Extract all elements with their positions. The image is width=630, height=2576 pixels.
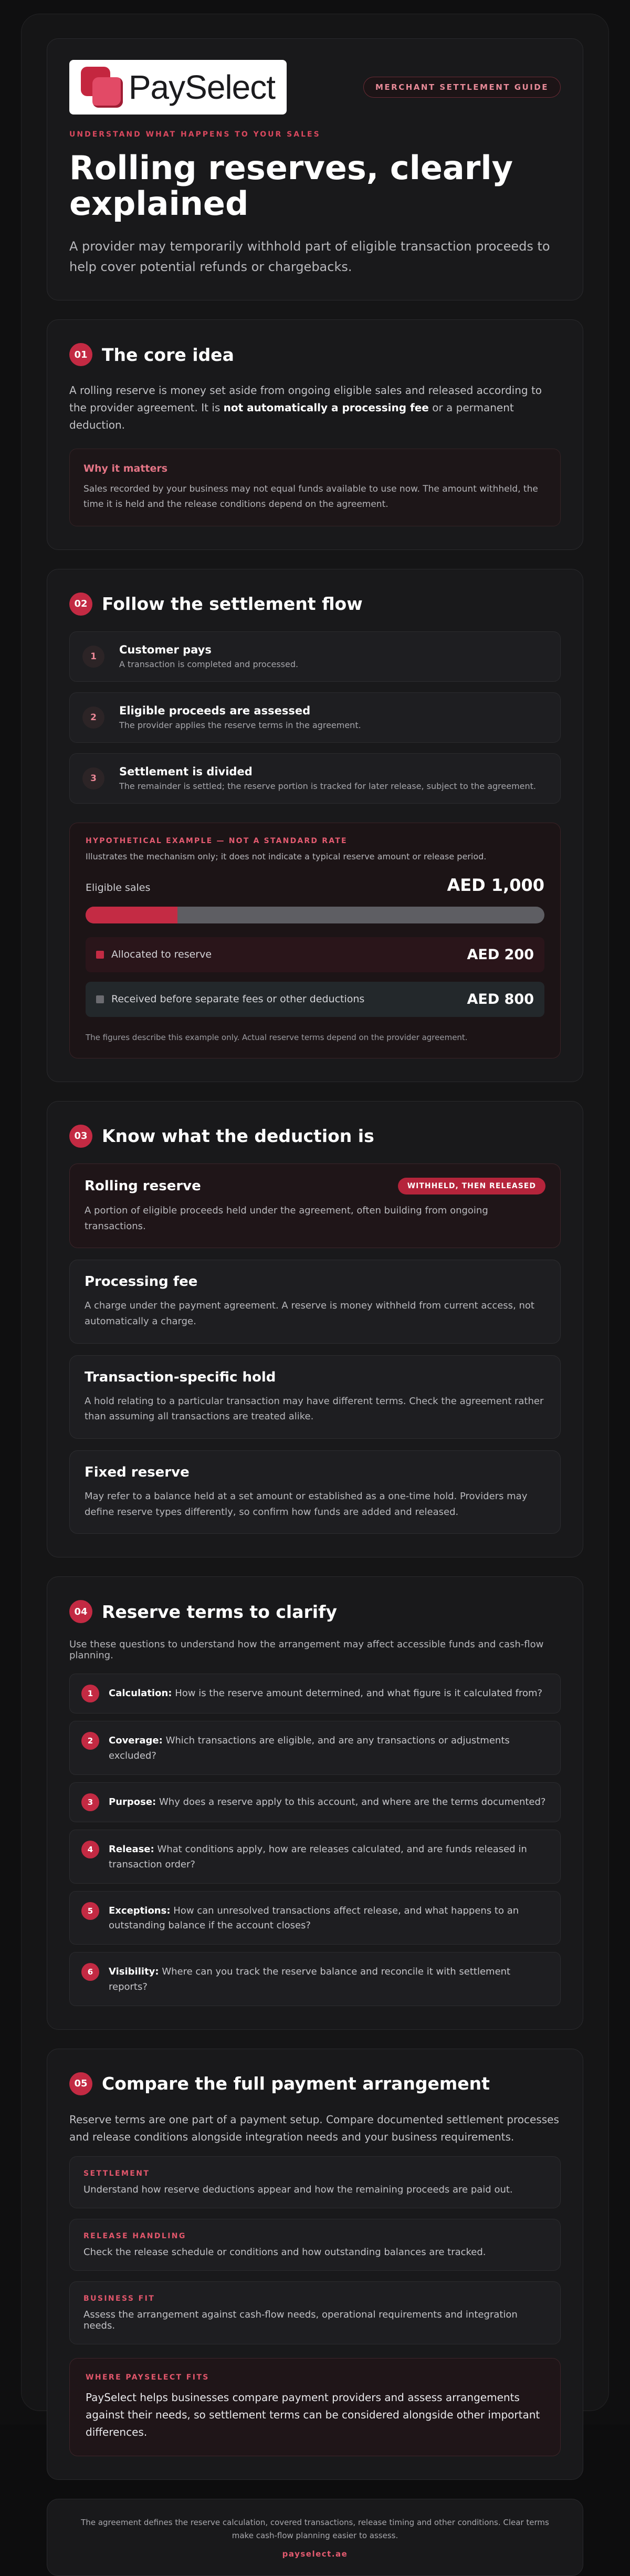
- eligible-sales-row: [86, 875, 544, 895]
- flow-step: [69, 692, 561, 743]
- reserve-allocation-row: [86, 937, 544, 972]
- section-header: [69, 1600, 561, 1623]
- eligible-sales-amount: AED 1,000: [447, 875, 544, 895]
- flow-step: [69, 631, 561, 682]
- flow-step: [69, 753, 561, 804]
- hero-card: [47, 38, 583, 300]
- terms-intro: Use these questions to understand how the arrangement may affect accessible funds and cash-flow planning.: [69, 1639, 544, 1661]
- hero-eyebrow: UNDERSTAND WHAT HAPPENS TO YOUR SALES: [69, 130, 321, 139]
- section-core-idea: [47, 319, 583, 550]
- compare-text: Check the release schedule or conditions and how outstanding balances are tracked.: [83, 2246, 486, 2258]
- step-title: Eligible proceeds are assessed: [119, 704, 311, 718]
- section-header: [69, 1125, 561, 1148]
- page-title: Rolling reserves, clearly explained: [69, 149, 513, 223]
- section-header: [69, 593, 561, 616]
- compare-card-business-fit: [69, 2281, 561, 2344]
- question-text: Release: What conditions apply, how are releases calculated, and are funds released in transaction order?: [109, 1844, 527, 1870]
- page-shell: [21, 14, 609, 2559]
- compare-text: Assess the arrangement against cash-flow needs, operational requirements and integration needs.: [83, 2309, 518, 2331]
- example-label: HYPOTHETICAL EXAMPLE — NOT A STANDARD RATE: [86, 836, 348, 845]
- core-idea-text: A rolling reserve is money set aside from ongoing eligible sales and released according to the provider agreement. It is not automatically a processing fee or a permanent deduction.: [69, 384, 542, 432]
- deduction-card-rolling-reserve: [69, 1164, 561, 1248]
- step-title: Customer pays: [119, 643, 212, 657]
- question-item: [69, 1674, 561, 1713]
- question-text: Visibility: Where can you track the reserve balance and reconcile it with settlement reports?: [109, 1966, 511, 1993]
- question-text: Calculation: How is the reserve amount determined, and what figure is it calculated from?: [109, 1688, 543, 1699]
- section-reserve-terms: [47, 1576, 583, 2029]
- question-number: 6: [81, 1963, 99, 1981]
- section-title: Reserve terms to clarify: [102, 1601, 337, 1622]
- reserve-amount: AED 200: [467, 946, 534, 963]
- question-item: [69, 1891, 561, 1945]
- deduction-text: A charge under the payment agreement. A reserve is money withheld from current access, not automatically a charge.: [85, 1300, 534, 1327]
- deduction-card-fixed-reserve: [69, 1450, 561, 1534]
- step-desc: The remainder is settled; the reserve portion is tracked for later release, subject to the agreement.: [119, 781, 537, 792]
- compare-label: RELEASE HANDLING: [83, 2231, 186, 2240]
- question-number: 1: [81, 1685, 99, 1702]
- section-settlement-flow: [47, 569, 583, 1082]
- section-header: [69, 343, 561, 366]
- compare-text: Understand how reserve deductions appear and how the remaining proceeds are paid out.: [83, 2184, 513, 2195]
- note-text: Sales recorded by your business may not equal funds available to use now. The amount withheld, the time it is held and the release conditions depend on the agreement.: [83, 484, 538, 510]
- withheld-released-badge: WITHHELD, THEN RELEASED: [398, 1178, 545, 1194]
- step-number: 2: [82, 707, 104, 729]
- example-footnote: The figures describe this example only. Actual reserve terms depend on the provider agreement.: [86, 1032, 468, 1042]
- section-title: Follow the settlement flow: [102, 594, 363, 615]
- question-text: Exceptions: How can unresolved transactions affect release, and what happens to an outstanding balance if the account closes?: [109, 1905, 519, 1931]
- eligible-sales-label: Eligible sales: [86, 881, 151, 894]
- received-amount: AED 800: [467, 991, 534, 1007]
- page-footer: [47, 2499, 583, 2576]
- emphasis-not-fee: not automatically a processing fee: [223, 401, 429, 414]
- deduction-title: Transaction-specific hold: [85, 1369, 276, 1385]
- step-desc: A transaction is completed and processed.: [119, 659, 299, 670]
- deduction-text: May refer to a balance held at a set amount or established as a one-time hold. Providers may define reserve types differently, so confirm how funds are added and released.: [85, 1491, 528, 1518]
- deduction-title: Fixed reserve: [85, 1464, 190, 1481]
- received-label: Received before separate fees or other deductions: [111, 993, 365, 1005]
- section-number: 02: [69, 593, 92, 616]
- why-it-matters-note: [69, 449, 561, 526]
- fits-label: WHERE PAYSELECT FITS: [86, 2373, 209, 2382]
- section-number: 05: [69, 2072, 92, 2095]
- step-number: 1: [82, 646, 104, 668]
- question-number: 3: [81, 1793, 99, 1811]
- hypothetical-example: [69, 823, 561, 1058]
- question-text: Coverage: Which transactions are eligible, and are any transactions or adjustments excluded?: [109, 1735, 510, 1762]
- section-deduction-types: [47, 1101, 583, 1558]
- received-swatch-icon: [96, 995, 104, 1003]
- question-item: [69, 1830, 561, 1884]
- deduction-title: Processing fee: [85, 1274, 198, 1290]
- section-title: The core idea: [102, 344, 234, 365]
- reserve-portion-fill: [86, 907, 177, 923]
- deduction-card-processing-fee: [69, 1260, 561, 1343]
- deduction-card-transaction-hold: [69, 1355, 561, 1439]
- deduction-text: A portion of eligible proceeds held under the agreement, often building from ongoing transactions.: [85, 1204, 488, 1232]
- question-text: Purpose: Why does a reserve apply to this account, and where are the terms documented?: [109, 1796, 546, 1808]
- payselect-logo[interactable]: [69, 60, 287, 115]
- section-title: Compare the full payment arrangement: [102, 2073, 490, 2094]
- section-number: 03: [69, 1125, 92, 1148]
- hero-lede: A provider may temporarily withhold part of eligible transaction proceeds to help cover potential refunds or chargebacks.: [69, 239, 550, 274]
- compare-card-settlement: [69, 2156, 561, 2208]
- step-number: 3: [82, 767, 104, 790]
- example-subtext: Illustrates the mechanism only; it does not indicate a typical reserve amount or release period.: [86, 851, 487, 861]
- reserve-label: Allocated to reserve: [111, 949, 212, 961]
- received-row: [86, 982, 544, 1017]
- footer-text: The agreement defines the reserve calculation, covered transactions, release timing and other conditions. Clear terms make cash-flow planning easier to assess.: [81, 2517, 549, 2541]
- section-header: [69, 2072, 561, 2095]
- hero-top: [69, 60, 561, 115]
- logo-mark-icon: [81, 67, 119, 108]
- compare-label: SETTLEMENT: [83, 2169, 150, 2178]
- compare-label: BUSINESS FIT: [83, 2294, 155, 2303]
- fits-text: PaySelect helps businesses compare payment providers and assess arrangements against their needs, so settlement terms can be considered alongside other important differences.: [86, 2391, 540, 2438]
- question-number: 5: [81, 1902, 99, 1920]
- step-title: Settlement is divided: [119, 765, 253, 778]
- question-item: [69, 1782, 561, 1822]
- logo-wordmark: PaySelect: [128, 68, 275, 106]
- section-compare-arrangement: [47, 2049, 583, 2480]
- question-number: 4: [81, 1841, 99, 1858]
- section-number: 04: [69, 1600, 92, 1623]
- compare-intro: Reserve terms are one part of a payment setup. Compare documented settlement processes and release conditions alongside integration needs and your business requirements.: [69, 2113, 559, 2143]
- question-item: [69, 1952, 561, 2006]
- payselect-fits-callout: [69, 2358, 561, 2456]
- reserve-swatch-icon: [96, 951, 104, 959]
- footer-link[interactable]: payselect.ae: [282, 2549, 348, 2559]
- deduction-title: Rolling reserve: [85, 1178, 201, 1194]
- compare-card-release-handling: [69, 2219, 561, 2271]
- step-desc: The provider applies the reserve terms in the agreement.: [119, 720, 361, 731]
- reserve-split-bar: [86, 907, 544, 923]
- section-title: Know what the deduction is: [102, 1126, 374, 1147]
- question-number: 2: [81, 1732, 99, 1750]
- section-number: 01: [69, 343, 92, 366]
- note-title: Why it matters: [83, 463, 168, 475]
- guide-pill: MERCHANT SETTLEMENT GUIDE: [363, 77, 561, 98]
- deduction-text: A hold relating to a particular transaction may have different terms. Check the agreement rather than assuming all transactions are treated alike.: [85, 1395, 544, 1422]
- question-item: [69, 1721, 561, 1775]
